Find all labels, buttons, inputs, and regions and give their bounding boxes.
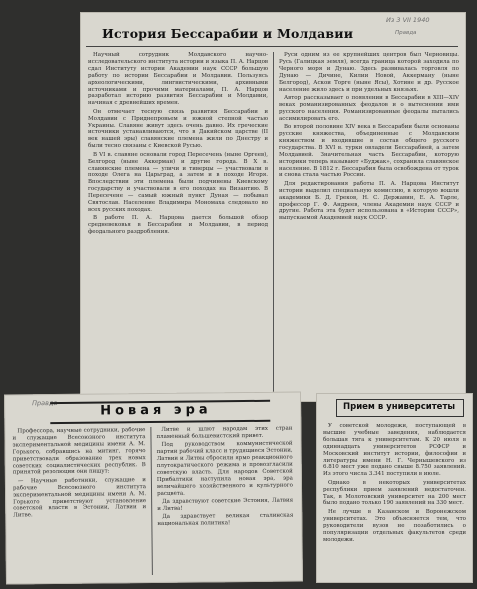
title-rule xyxy=(86,46,458,47)
article-column-1 xyxy=(88,52,268,398)
paragraph: Под руководством коммунистической партии рабочий класс и трудящиеся Эстонии, Латвии и Литвы сбросили ярмо реакционного плутократического режима и провозгласили советскую власть. Для народов Советской Прибалтики наступила новая эра, эра величайшего хозяйственного и культурного расцвета. xyxy=(156,440,294,497)
paragraph: — Научные работники, служащие и рабочие Всесоюзного института экспериментальной медицины имени А. М. Горького приветствуют установление советской власти в Эстонии, Латвии и Литве. xyxy=(12,476,147,519)
paragraph: У советской молодежи, поступающей в высшие учебные заведения, наблюдается большая тяга к университетам. К 20 июля в одиннадцать университетов РСФСР и Московский институт истории, философии и литературы имени Н. Г. Чернышевского из 6.810 мест уже подано свыше 8.750 заявлений. Из этого числа 3.341 поступили в июле. xyxy=(323,423,466,478)
paragraph: Да здравствуют советские Эстония, Латвия и Литва! xyxy=(157,497,294,512)
clipping-university-admission xyxy=(316,393,473,583)
article-column-2 xyxy=(156,426,294,577)
article-title: История Бессарабии и Молдавии xyxy=(102,26,354,41)
article-column-1 xyxy=(12,427,147,578)
paragraph: Да здравствует великая сталинская национальная политика! xyxy=(157,512,294,528)
paragraph: Научный сотрудник Молдавского научно-исследовательского института истории и языка П. А. Нарцов сдал Институту истории Академии наук СССР большую работу по истории Бессарабии и Молдавии. Пользуясь археологическими, лингвистическими, архивными источниками и прочими материалами, П. А. Нарцов разработал историю развития Бессарабии и Молдавии, начиная с древнейших времен. xyxy=(88,52,268,107)
headline-banner xyxy=(50,400,270,424)
article-title: Прием в университеты xyxy=(343,402,456,412)
article-column-2 xyxy=(279,52,459,398)
handwritten-date-note: Из 3 VII 1940 xyxy=(386,16,430,24)
column-divider xyxy=(150,427,153,575)
paragraph: В работе П. А. Нарцова дается большой обзор средневековья в Бессарабии и Молдавии, в период феодального раздробления. xyxy=(88,215,268,236)
article-body xyxy=(323,423,466,579)
clipping-history-bessarabia xyxy=(80,12,466,402)
paragraph: Он отмечает тесную связь развития Бессарабии и Молдавии с Приднепровьем и южной степной частью Украины. Славяне живут здесь очень давно. Их греческие источники устанавливаются, что в Дакийском царстве (II век нашей эры) славянские племена жили по Днестру и были тесно связаны с Киевской Русью. xyxy=(88,108,268,150)
handwritten-source-note: Правда xyxy=(32,399,58,408)
clipping-new-era xyxy=(4,391,303,584)
source-note: Правда xyxy=(395,30,417,36)
paragraph: В VI в. славяне основали город Пересечень (ныне Оргеев), Белгород (ныне Аккерман) и другие города. В X в. славянские племена — уличи и тиверцы — участвовали в походе Олега на Царьград, а затем и в походе Игоря. Впоследствии эти племена были подчинены Киевскому государству и участвовали в его походах на Византию. В Пересечене — самый южный пункт Дуная — побывал Святослав. Население Владимира Мономаха следовало во всех русских походах. xyxy=(88,151,268,213)
paragraph: Во второй половине XIV века в Бессарабии были основаны русские княжества, объединенные с Молдавским княжеством и входившие в состав общего русского государства. В XVI в. турки овладели Бессарабией, а затем Молдавией. Значительная часть Бессарабии, которую историки теперь называют «Буджак», сохранила славянское население. В 1812 г. Бессарабия была освобождена от турок и снова стала частью России. xyxy=(279,124,459,179)
article-title: Новая эра xyxy=(100,402,212,419)
paragraph: Однако в некоторых университетах республики прием заявлений недостаточен. Так, в Молотовский университет на 200 мест было подано только 190 заявлений на 330 мест. xyxy=(323,479,466,507)
paragraph: Не лучше в Казанском и Воронежском университетах. Это объясняется тем, что руководители вузов не позаботились о популяризации отдельных факультетов среди молодежи. xyxy=(323,508,466,543)
paragraph: Литве и шлют народам этих стран пламенный большевистский привет. xyxy=(156,425,293,440)
headline-box xyxy=(336,399,464,417)
paragraph: Для редактирования работы П. А. Нарцова Институт истории выделил специальную комиссию, в которую вошли академики Б. Д. Греков, Н. С. Державин, Е. А. Тарле, профессор Г. Ф. Андреев, члены Академии наук СССР и другие. Работа эта будет использована в «Истории СССР», выпускаемой Академией наук СССР. xyxy=(279,180,459,222)
paragraph: Профессора, научные сотрудники, рабочие и служащие Всесоюзного института экспериментальной медицины имени А. М. Горького, собравшись на митинг, горячо приветствовали образование трех новых советских социалистических республик. В принятой резолюции они пишут: xyxy=(12,427,146,476)
paragraph: Автор рассказывает о появлении в Бессарабии в XIII—XIV веках романизированных феодалов и о вытеснении ими русского населения. Романизированные феодалы пытались ассимилировать его. xyxy=(279,94,459,122)
paragraph: Руси одним из ее крупнейших центров был Черновицы. Русь (Галицкая земля), всегда граница которой заходила по Черного моря и Дунаю. Здесь развивалась торговля по Дунаю — Дичине, Килии Новой, Аккерману (ныне Белгород), Аскои Торге (ныне Ясы), Хотине и др. Русское население жило здесь и при удельных князьях. xyxy=(279,52,459,93)
column-divider xyxy=(273,52,274,394)
